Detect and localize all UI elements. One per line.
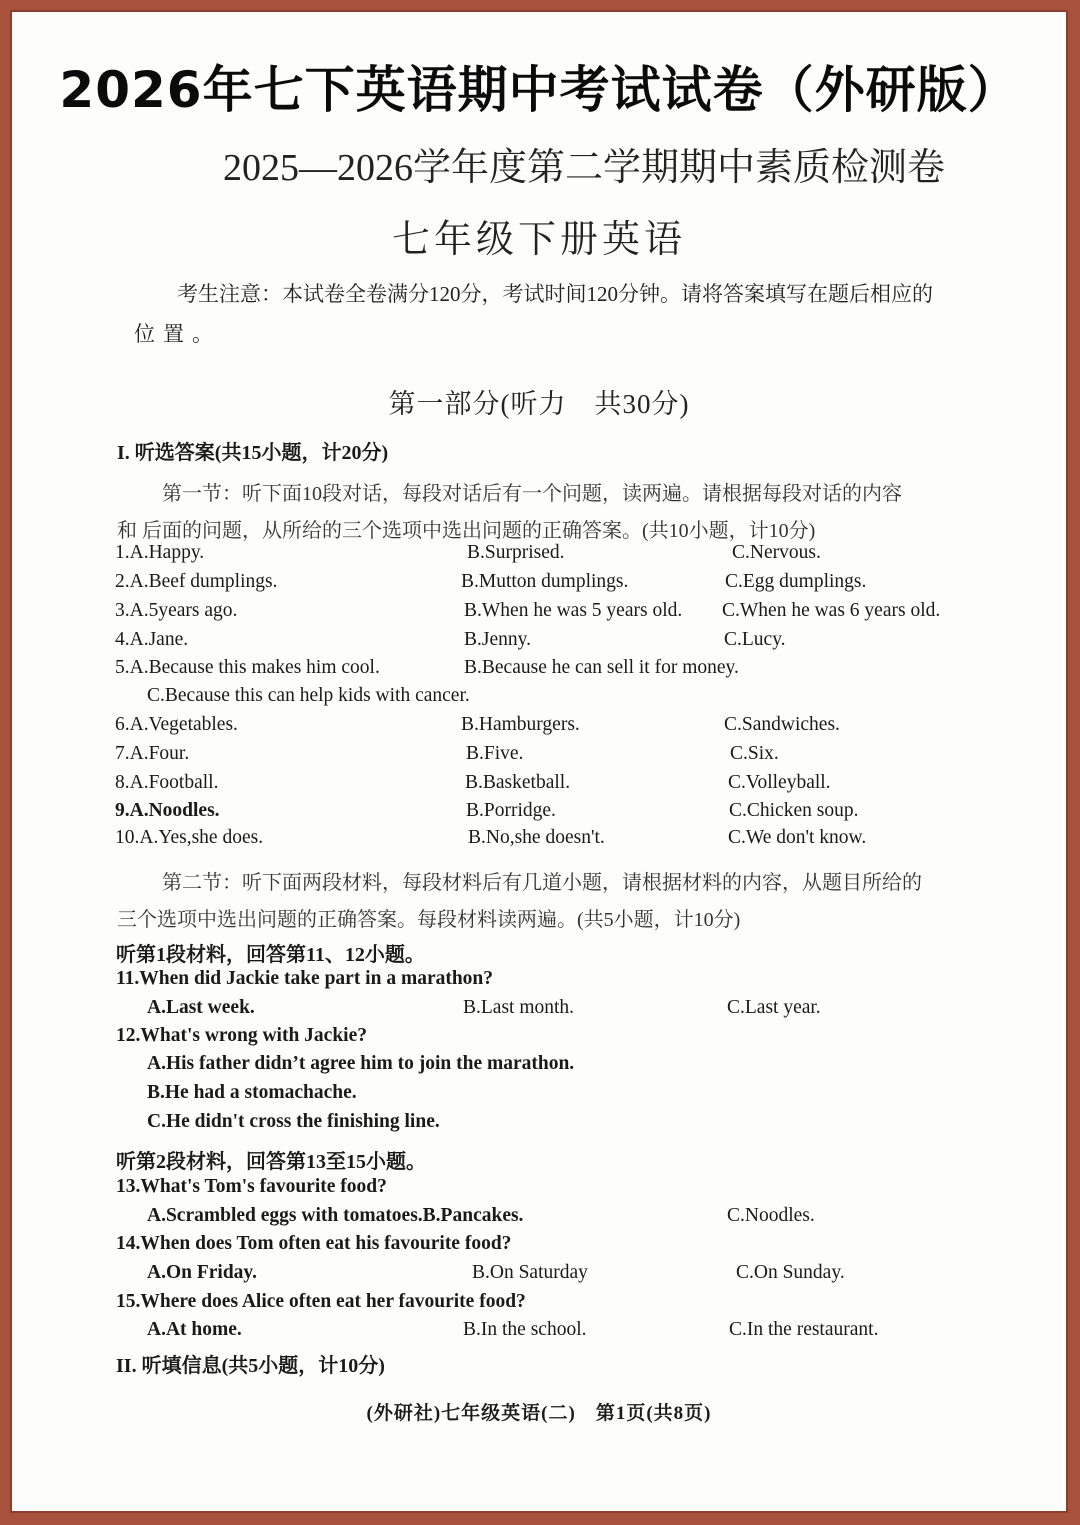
option-b: B.Mutton dumplings. <box>461 571 629 592</box>
option-a-b: A.Scrambled eggs with tomatoes.B.Pancakes. <box>147 1205 524 1226</box>
option-b: B.Surprised. <box>467 542 565 563</box>
option-b: B.On Saturday <box>472 1262 588 1283</box>
option-c: C.Because this can help kids with cancer. <box>147 685 470 706</box>
option-c: C.Egg dumplings. <box>725 571 867 592</box>
banner-title: 2026年七下英语期中考试试卷（外研版） <box>59 61 1019 119</box>
question-15-options <box>125 1319 1005 1345</box>
page-footer: (外研社)七年级英语(二) 第1页(共8页) <box>366 1403 712 1424</box>
notice-line-1: 考生注意：本试卷全卷满分120分，考试时间120分钟。请将答案填写在题后相应的 <box>177 282 933 306</box>
option-c: C.On Sunday. <box>736 1262 845 1283</box>
option-b: B.Five. <box>466 743 524 764</box>
option-c: C.Volleyball. <box>728 772 831 793</box>
question-12-option-b: B.He had a stomachache. <box>147 1082 357 1103</box>
instruction-2-line-1: 第二节：听下面两段材料，每段材料后有几道小题，请根据材料的内容，从题目所给的 <box>162 872 922 894</box>
question-row-2 <box>115 571 1005 597</box>
option-c: C.Lucy. <box>724 629 786 650</box>
question-row-3 <box>115 600 1005 626</box>
option-b: B.Jenny. <box>464 629 531 650</box>
notice-line-2: 位置。 <box>134 322 221 346</box>
question-11-options <box>125 997 1005 1023</box>
option-b: B.In the school. <box>463 1319 587 1340</box>
grade-title: 七年级下册英语 <box>391 219 686 261</box>
question-row-6 <box>115 714 1005 740</box>
question-row-10 <box>115 827 1005 853</box>
question-row-8 <box>115 772 1005 798</box>
question-14: 14.When does Tom often eat his favourite food? <box>116 1233 512 1254</box>
option-c: C.Six. <box>730 743 779 764</box>
part-one-title: 第一部分(听力 共30分) <box>388 389 690 419</box>
option-a: 8.A.Football. <box>115 772 219 793</box>
option-b: B.Hamburgers. <box>461 714 580 735</box>
instruction-2-line-2: 三个选项中选出问题的正确答案。每段材料读两遍。(共5小题，计10分) <box>117 909 741 931</box>
question-12: 12.What's wrong with Jackie? <box>116 1025 367 1046</box>
option-c: C.In the restaurant. <box>729 1319 879 1340</box>
option-a: 9.A.Noodles. <box>115 800 220 821</box>
option-b: B.Basketball. <box>465 772 571 793</box>
exam-page <box>10 10 1068 1513</box>
question-row-7 <box>115 743 1005 769</box>
material-2-heading: 听第2段材料，回答第13至15小题。 <box>116 1151 426 1173</box>
instruction-1-line-1: 第一节：听下面10段对话，每段对话后有一个问题，读两遍。请根据每段对话的内容 <box>162 483 902 505</box>
option-b: B.When he was 5 years old. <box>464 600 683 621</box>
question-14-options <box>125 1262 1005 1288</box>
question-row-4 <box>115 629 1005 655</box>
option-a: 6.A.Vegetables. <box>115 714 238 735</box>
option-a: 5.A.Because this makes him cool. <box>115 657 380 678</box>
section-1-title: I. 听选答案(共15小题，计20分) <box>117 442 389 464</box>
option-a: A.At home. <box>147 1319 242 1340</box>
option-b: B.No,she doesn't. <box>468 827 605 848</box>
option-c: C.Nervous. <box>732 542 821 563</box>
question-12-option-a: A.His father didn’t agree him to join the marathon. <box>147 1053 575 1074</box>
option-c: C.Noodles. <box>727 1205 815 1226</box>
option-c: C.Last year. <box>727 997 821 1018</box>
exam-subtitle: 2025—2026学年度第二学期期中素质检测卷 <box>222 147 945 189</box>
option-a: 10.A.Yes,she does. <box>115 827 264 848</box>
question-row-1 <box>115 542 1005 568</box>
question-row-5 <box>115 657 1005 683</box>
instruction-1-line-2: 和 后面的问题，从所给的三个选项中选出问题的正确答案。(共10小题，计10分) <box>117 520 816 542</box>
question-11: 11.When did Jackie take part in a marathon? <box>116 968 494 989</box>
option-c: C.When he was 6 years old. <box>722 600 941 621</box>
section-2-title: II. 听填信息(共5小题，计10分) <box>116 1355 385 1377</box>
option-a: A.On Friday. <box>147 1262 257 1283</box>
option-a: 4.A.Jane. <box>115 629 189 650</box>
option-b: B.Because he can sell it for money. <box>464 657 739 678</box>
question-12-option-c: C.He didn't cross the finishing line. <box>147 1111 440 1132</box>
option-a: 2.A.Beef dumplings. <box>115 571 278 592</box>
option-a: 3.A.5years ago. <box>115 600 238 621</box>
question-row-5-c <box>125 685 1005 711</box>
question-13-options <box>125 1205 1005 1231</box>
option-b: B.Last month. <box>463 997 575 1018</box>
option-a: A.Last week. <box>147 997 255 1018</box>
option-c: C.Chicken soup. <box>729 800 859 821</box>
question-row-9 <box>115 800 1005 826</box>
option-a: 7.A.Four. <box>115 743 190 764</box>
question-15: 15.Where does Alice often eat her favourite food? <box>116 1291 526 1312</box>
option-a: 1.A.Happy. <box>115 542 205 563</box>
material-1-heading: 听第1段材料，回答第11、12小题。 <box>116 944 425 966</box>
question-13: 13.What's Tom's favourite food? <box>116 1176 387 1197</box>
option-c: C.Sandwiches. <box>724 714 840 735</box>
option-c: C.We don't know. <box>728 827 867 848</box>
option-b: B.Porridge. <box>466 800 556 821</box>
